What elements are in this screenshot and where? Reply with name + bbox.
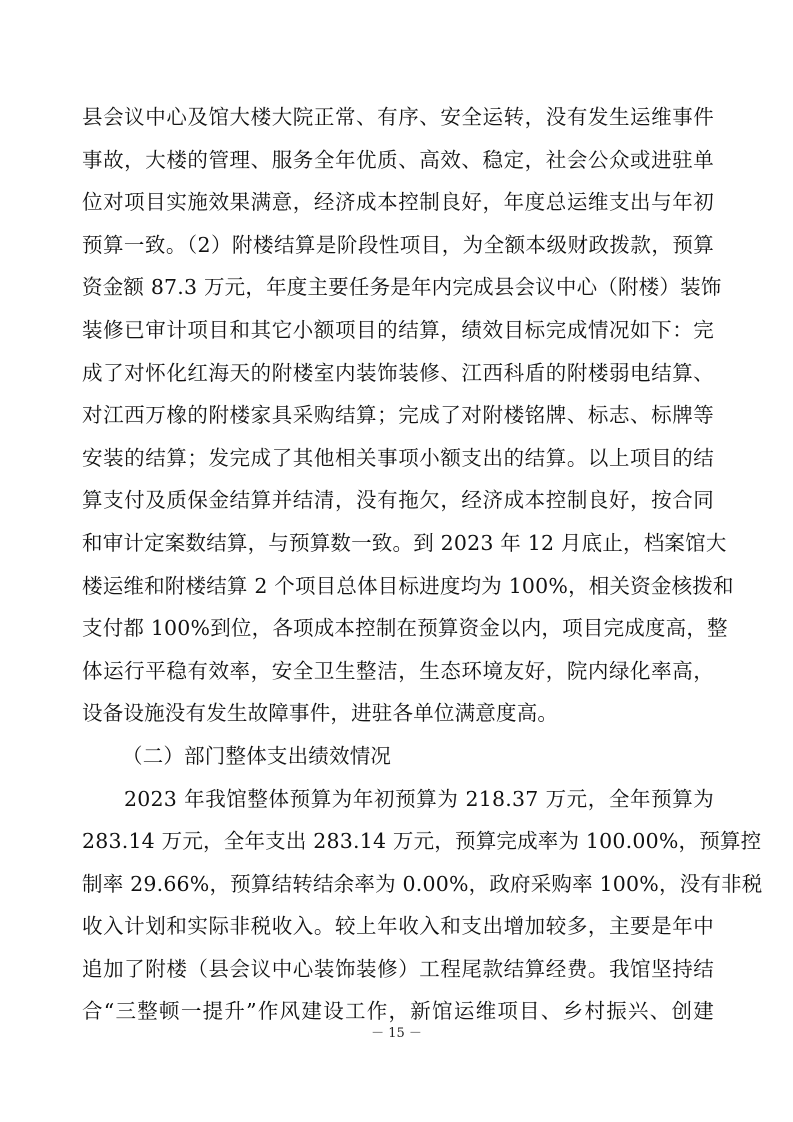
paragraph-line: 设备设施没有发生故障事件，进驻各单位满意度高。 (82, 701, 559, 726)
paragraph-line: 追加了附楼（县会议中心装饰装修）工程尾款结算经费。我馆坚持结 (82, 956, 714, 981)
paragraph-line: 对江西万橡的附楼家具采购结算；完成了对附楼铭牌、标志、标牌等 (82, 403, 714, 428)
paragraph-line: 体运行平稳有效率，安全卫生整洁，生态环境友好，院内绿化率高， (82, 658, 714, 683)
body-text (82, 96, 763, 1033)
paragraph-line: 2023 年我馆整体预算为年初预算为 218.37 万元，全年预算为 (124, 786, 714, 811)
page-number: － 15 － (371, 1026, 422, 1041)
paragraph-line: 位对项目实施效果满意，经济成本控制良好，年度总运维支出与年初 (82, 190, 714, 215)
paragraph-line: 收入计划和实际非税收入。较上年收入和支出增加较多，主要是年中 (82, 914, 714, 939)
paragraph-line: 装修已审计项目和其它小额项目的结算，绩效目标完成情况如下：完 (82, 317, 714, 342)
paragraph-line: 预算一致。（2）附楼结算是阶段性项目，为全额本级财政拨款，预算 (82, 232, 714, 257)
paragraph-line: 安装的结算；发完成了其他相关事项小额支出的结算。以上项目的结 (82, 445, 714, 470)
paragraph-line: 283.14 万元，全年支出 283.14 万元，预算完成率为 100.00%，预算控 (82, 829, 762, 854)
paragraph-line: 合“三整顿一提升”作风建设工作，新馆运维项目、乡村振兴、创建 (82, 999, 714, 1024)
section-heading: （二）部门整体支出绩效情况 (122, 743, 392, 768)
paragraph-line: 和审计定案数结算，与预算数一致。到 2023 年 12 月底止，档案馆大 (82, 530, 727, 555)
paragraph-line: 事故，大楼的管理、服务全年优质、高效、稳定，社会公众或进驻单 (82, 147, 714, 172)
paragraph-line: 县会议中心及馆大楼大院正常、有序、安全运转，没有发生运维事件 (82, 105, 714, 129)
paragraph-line: 算支付及质保金结算并结清，没有拖欠，经济成本控制良好，按合同 (82, 488, 714, 513)
paragraph-line: 资金额 87.3 万元，年度主要任务是年内完成县会议中心（附楼）装饰 (82, 275, 722, 300)
paragraph-line: 楼运维和附楼结算 2 个项目总体目标进度均为 100%，相关资金核拨和 (82, 573, 734, 598)
paragraph-line: 成了对怀化红海天的附楼室内装饰装修、江西科盾的附楼弱电结算、 (82, 360, 714, 385)
paragraph-line: 支付都 100%到位，各项成本控制在预算资金以内，项目完成度高，整 (82, 616, 728, 641)
paragraph-line: 制率 29.66%，预算结转结余率为 0.00%，政府采购率 100%，没有非税 (82, 871, 763, 896)
